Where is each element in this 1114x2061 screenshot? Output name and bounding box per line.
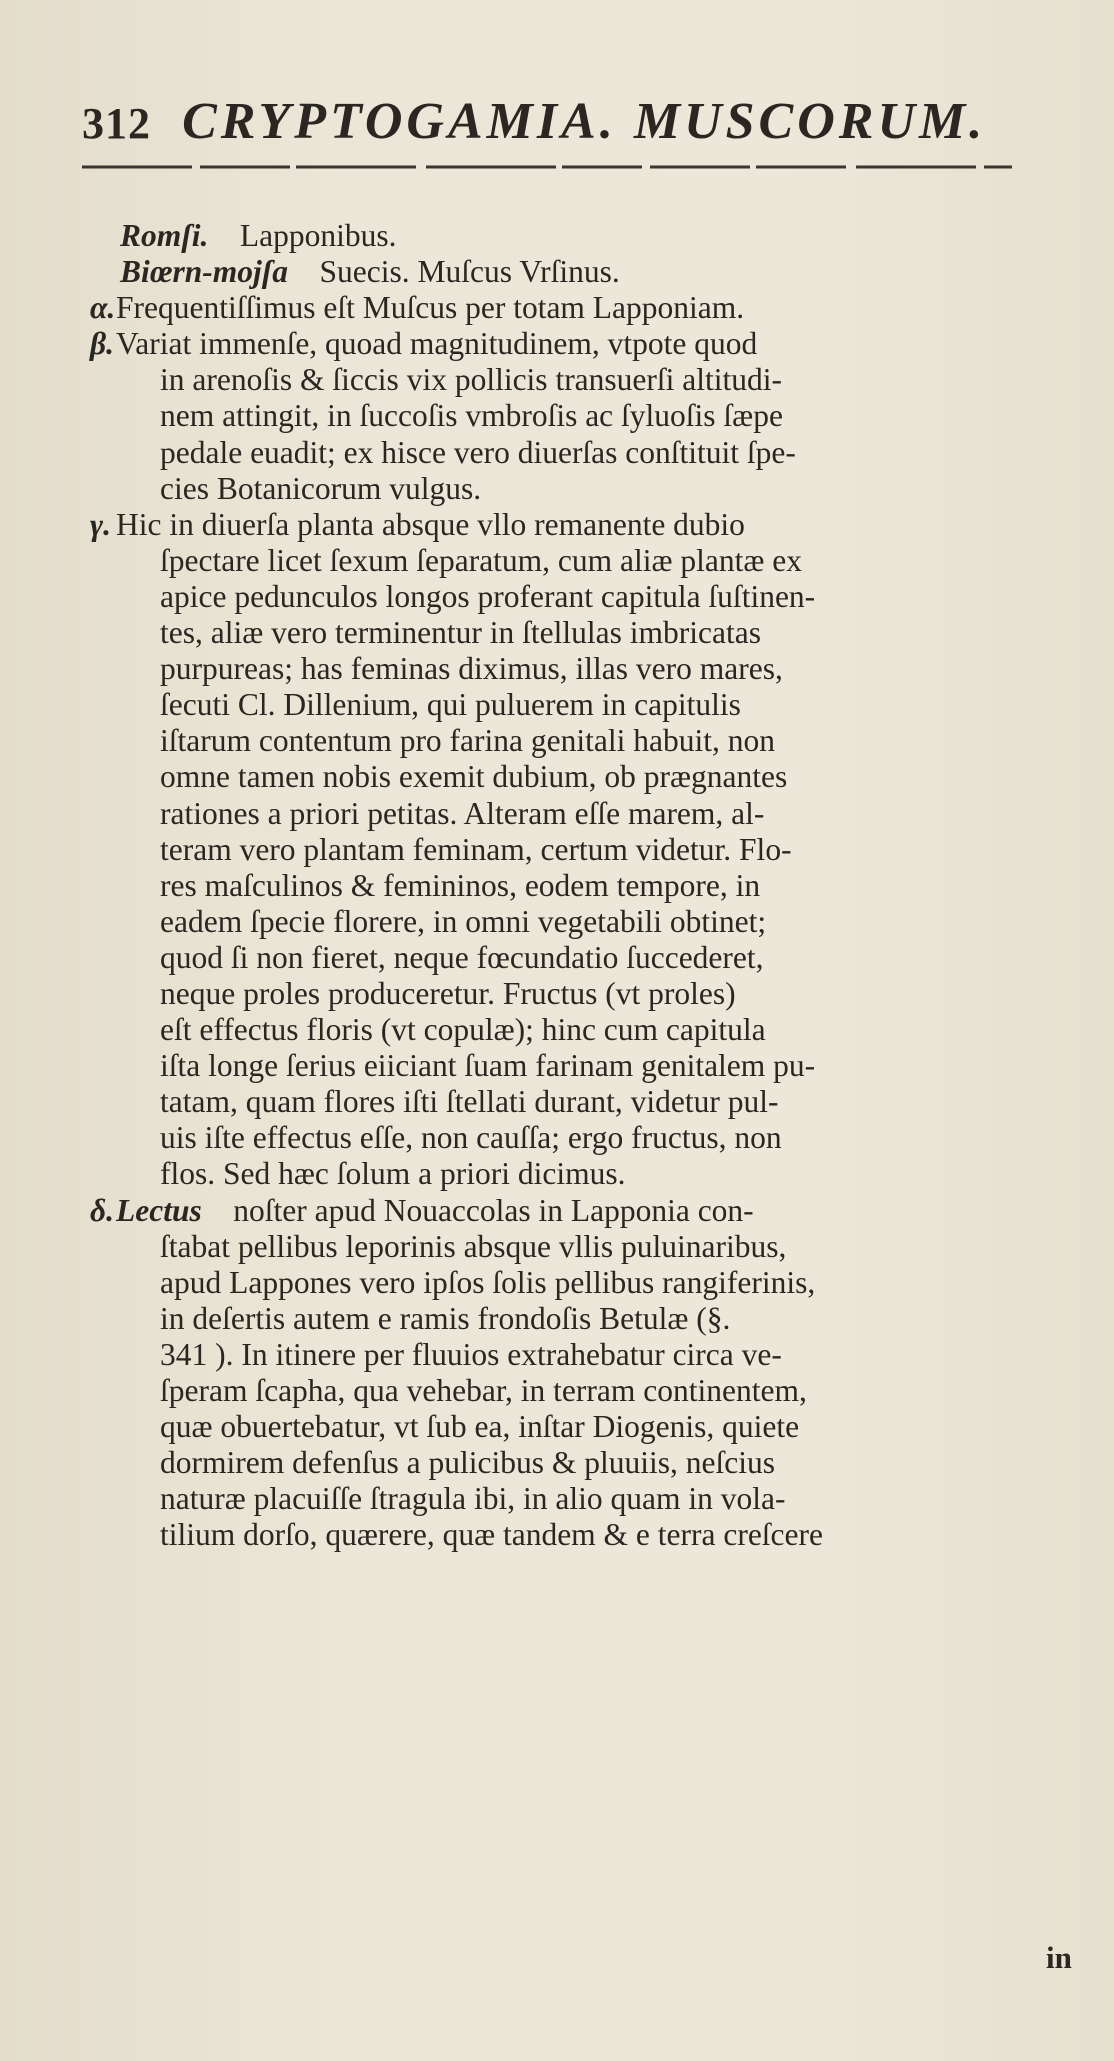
line-text: dormirem defenſus a pulicibus & pluuiis, neſcius: [160, 1445, 776, 1481]
text-line: [120, 254, 1070, 290]
text-line: [120, 1265, 1070, 1301]
line-text: Hic in diuerſa planta absque vllo remanente dubio: [116, 506, 745, 542]
text-line: [90, 326, 1070, 362]
italic-label: Biœrn-mojſa: [120, 254, 289, 290]
text-line: [120, 1084, 1070, 1120]
text-line: [120, 615, 1070, 651]
line-text: Suecis. Muſcus Vrſinus.: [319, 254, 620, 290]
list-marker: β.: [90, 326, 115, 362]
line-text: cies Botanicorum vulgus.: [160, 470, 482, 506]
line-text: in arenoſis & ſiccis vix pollicis transuerſi altitudi-: [160, 362, 783, 398]
line-text: ſecuti Cl. Dillenium, qui puluerem in capitulis: [160, 687, 741, 723]
text-line: [120, 723, 1070, 759]
text-line: [120, 868, 1070, 904]
line-text: res maſculinos & femininos, eodem tempore, in: [160, 867, 761, 903]
text-line: [120, 1337, 1070, 1373]
line-text: noſter apud Nouaccolas in Lapponia con-: [233, 1192, 754, 1228]
italic-label: Romſi.: [120, 218, 209, 253]
text-line: [120, 398, 1070, 434]
text-line: [120, 362, 1070, 398]
text-line: [120, 1373, 1070, 1409]
line-text: ſtabat pellibus leporinis absque vllis puluinaribus,: [160, 1228, 787, 1264]
line-text: eadem ſpecie florere, in omni vegetabili obtinet;: [160, 903, 767, 939]
text-line: [120, 1012, 1070, 1048]
page-header: [82, 92, 986, 151]
line-text: apud Lappones vero ipſos ſolis pellibus rangiferinis,: [160, 1264, 816, 1300]
line-text: neque proles produceretur. Fructus (vt proles): [160, 975, 736, 1011]
text-line: [120, 759, 1070, 795]
line-text: Lapponibus.: [239, 218, 397, 253]
text-line: [90, 290, 1070, 326]
text-line: [120, 796, 1070, 832]
text-line: [90, 507, 1070, 543]
text-line: [120, 471, 1070, 507]
line-text: ſperam ſcapha, qua vehebar, in terram continentem,: [160, 1373, 807, 1408]
line-text: omne tamen nobis exemit dubium, ob prægnantes: [160, 759, 788, 795]
text-line: [120, 687, 1070, 723]
line-text: purpureas; has feminas diximus, illas vero mares,: [160, 651, 783, 687]
text-line: [120, 1048, 1070, 1084]
header-rule: [82, 164, 1012, 170]
line-text: quod ſi non fieret, neque fœcundatio ſuccederet,: [160, 939, 764, 975]
line-text: flos. Sed hæc ſolum a priori dicimus.: [160, 1156, 626, 1192]
list-marker: α.: [90, 290, 116, 326]
line-text: teram vero plantam feminam, certum videtur. Flo-: [160, 831, 792, 867]
italic-label: Lectus: [116, 1192, 202, 1228]
line-text: rationes a priori petitas. Alteram eſſe marem, al-: [160, 795, 765, 831]
text-line: [120, 904, 1070, 940]
line-text: tatam, quam flores iſti ſtellati durant, videtur pul-: [160, 1084, 779, 1120]
line-text: uis iſte effectus eſſe, non cauſſa; ergo fructus, non: [160, 1120, 782, 1156]
text-line: [120, 579, 1070, 615]
text-line: [120, 832, 1070, 868]
list-marker: γ.: [90, 506, 111, 542]
text-line: [120, 976, 1070, 1012]
list-marker: δ.: [90, 1192, 115, 1228]
text-line: [120, 1301, 1070, 1337]
line-text: iſtarum contentum pro farina genitali habuit, non: [160, 723, 775, 759]
text-line: [120, 1229, 1070, 1265]
catchword: in: [1046, 1940, 1072, 1975]
body-text: [90, 218, 1070, 1553]
line-text: tes, aliæ vero terminentur in ſtellulas imbricatas: [160, 615, 761, 651]
line-text: apice pedunculos longos proferant capitula ſuſtinen-: [160, 578, 816, 614]
line-text: quæ obuertebatur, vt ſub ea, inſtar Diogenis, quiete: [160, 1409, 800, 1445]
text-line: [120, 1445, 1070, 1481]
line-text: eſt effectus floris (vt copulæ); hinc cum capitula: [160, 1012, 766, 1048]
line-text: Frequentiſſimus eſt Muſcus per totam Lapponiam.: [116, 290, 745, 326]
page-number: 312: [82, 99, 151, 148]
line-text: nem attingit, in ſuccoſis vmbroſis ac ſyluoſis ſæpe: [160, 398, 783, 434]
text-line: [120, 1409, 1070, 1445]
line-text: in deſertis autem e ramis frondoſis Betulæ (§.: [160, 1300, 731, 1336]
line-text: naturæ placuiſſe ſtragula ibi, in alio quam in vola-: [160, 1481, 786, 1517]
line-text: Variat immenſe, quoad magnitudinem, vtpote quod: [116, 326, 758, 362]
line-text: ſpectare licet ſexum ſeparatum, cum aliæ plantæ ex: [160, 542, 803, 578]
line-text: tilium dorſo, quærere, quæ tandem & e terra creſcere: [160, 1517, 823, 1553]
line-text: 341 ). In itinere per fluuios extrahebatur circa ve-: [160, 1336, 782, 1372]
text-line: [120, 1517, 1070, 1553]
text-line: [120, 435, 1070, 471]
text-line: [90, 1193, 1070, 1229]
running-title: CRYPTOGAMIA. MUSCORUM.: [182, 93, 987, 150]
text-line: [120, 1156, 1070, 1192]
text-line: [120, 651, 1070, 687]
text-line: [120, 218, 1070, 254]
text-line: [120, 940, 1070, 976]
text-line: [120, 543, 1070, 579]
text-line: [120, 1481, 1070, 1517]
line-text: pedale euadit; ex hisce vero diuerſas conſtituit ſpe-: [160, 434, 796, 470]
line-text: iſta longe ſerius eiiciant ſuam farinam genitalem pu-: [160, 1048, 816, 1084]
text-line: [120, 1120, 1070, 1156]
